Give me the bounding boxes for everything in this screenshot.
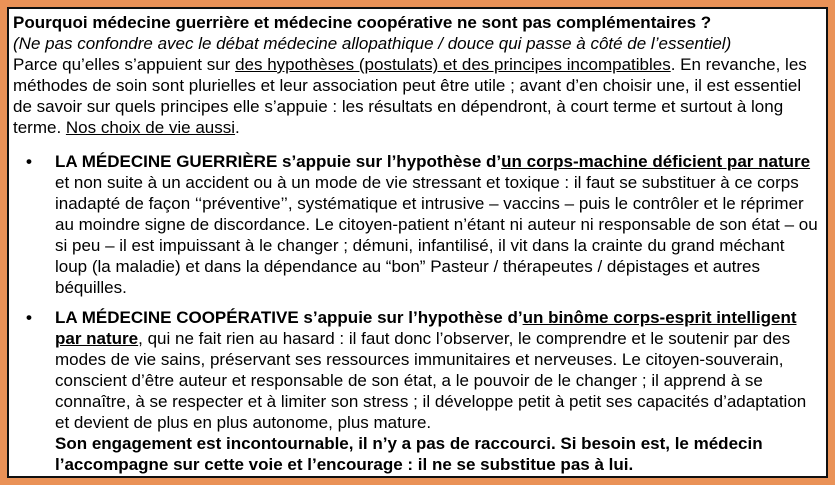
- intro-block: [13, 12, 821, 138]
- bullet-text: LA MÉDECINE GUERRIÈRE s’appuie sur l’hypothèse d’un corps-machine déficient par nature et non suite à un accident ou à un mode de vie stressant et toxique : il faut se substituer à ce corps inadapté de façon ‘‘préventive’’, systématique et intrusive – vaccins – puis le contrôler et le réprimer au moindre signe de discordance. Le citoyen-patient n’étant ni auteur ni responsable de son état – ou si peu – il est impuissant à le changer ; démuni, infantilisé, il vit dans la crainte du grand méchant loup (la maladie) et dans la dépendance au “bon” Pasteur / thérapeutes / dépistages et autres béquilles.: [55, 152, 818, 297]
- document-subtitle: (Ne pas confondre avec le débat médecine allopathique / douce qui passe à côté de l’essentiel): [13, 34, 732, 53]
- bullet-item-medecine-cooperative: [13, 307, 821, 475]
- bullet-icon: •: [26, 152, 32, 171]
- bullet-item-medecine-guerriere: [13, 151, 821, 298]
- bullet-list: [13, 151, 821, 475]
- intro-paragraph: Parce qu’elles s’appuient sur des hypothèses (postulats) et des principes incompatibles. En revanche, les méthodes de soin sont plurielles et leur association peut être utile ; avant d’en choisir une, il est essentiel de savoir sur quels principes elle s’appuie : les résultats en dépendront, à court terme et surtout à long terme. Nos choix de vie aussi.: [13, 55, 807, 137]
- bullet-text: LA MÉDECINE COOPÉRATIVE s’appuie sur l’hypothèse d’un binôme corps-esprit intelligent par nature, qui ne fait rien au hasard : il faut donc l’observer, le comprendre et le soutenir par des modes de vie sains, préservant ses ressources immunitaires et nerveuses. Le citoyen-souverain, conscient d’être auteur et responsable de son état, a le pouvoir de le changer ; il apprend à se connaître, à se respecter et à limiter son stress ; il développe petit à petit ses capacités d’adaptation et devient de plus en plus autonome, plus mature. Son engagement est incontournable, il n’y a pas de raccourci. Si besoin est, le médecin l’accompagne sur cette voie et l’encourage : il ne se substitue pas à lui.: [55, 308, 807, 474]
- document-title: Pourquoi médecine guerrière et médecine coopérative ne sont pas complémentaires ?: [13, 13, 712, 32]
- document-page: [7, 7, 828, 478]
- bullet-icon: •: [26, 308, 32, 327]
